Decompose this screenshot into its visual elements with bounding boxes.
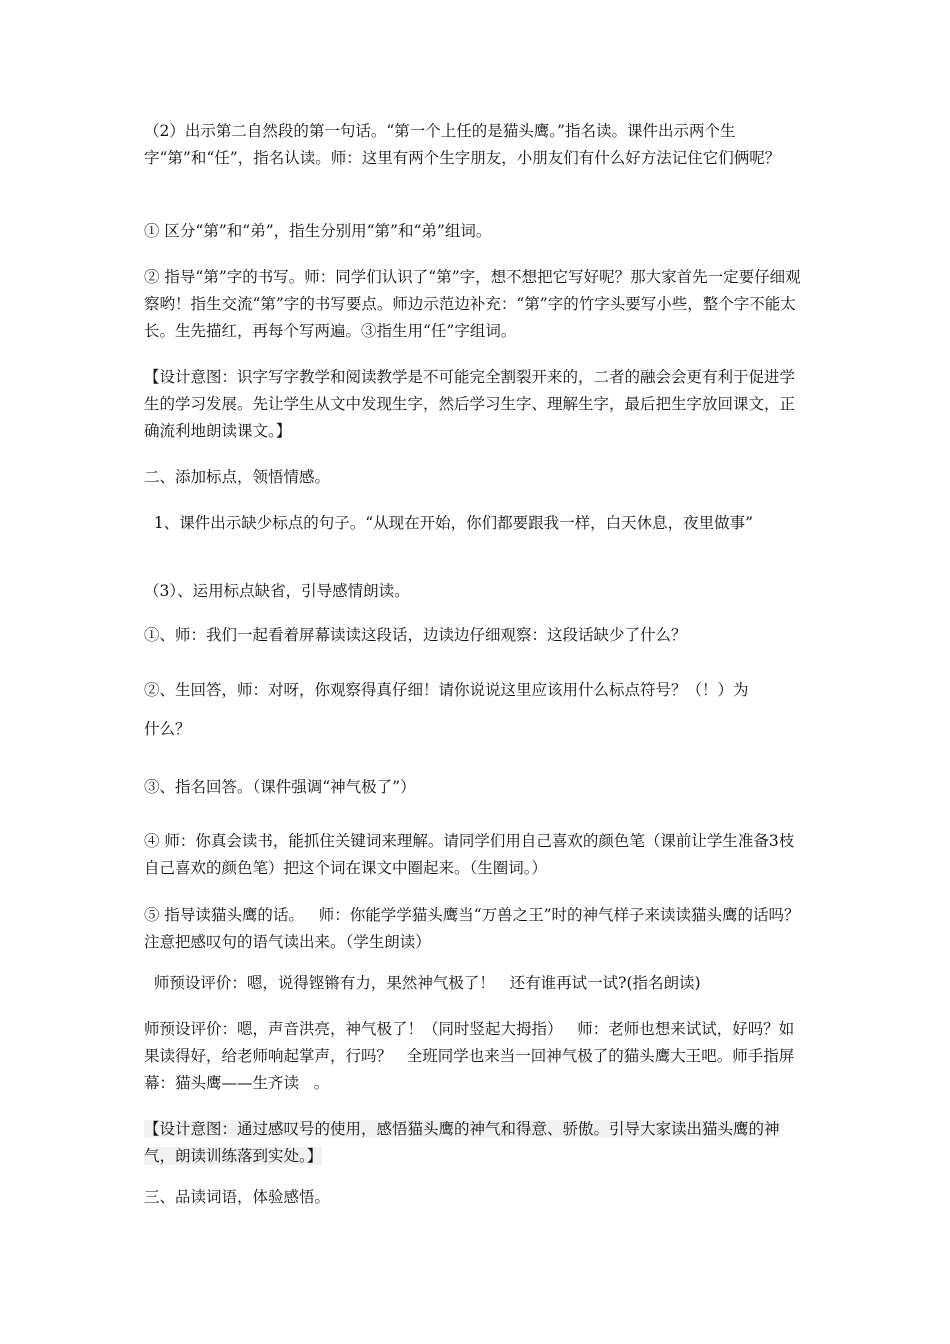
paragraph-step-3: ③、指名回答。（课件强调“神气极了”） (144, 778, 416, 796)
paragraph-distinguish-characters: ① 区分“第”和“弟”，指生分别用“第”和“弟”组词。 (144, 222, 492, 240)
paragraph-punctuation-omission: （3）、运用标点缺省，引导感情朗读。 (144, 582, 410, 600)
paragraph-courseware-sentence: 1、课件出示缺少标点的句子。“从现在开始，你们都要跟我一样，白天休息，夜里做事” (144, 514, 754, 532)
paragraph-design-intent-2 (144, 1116, 804, 1170)
paragraph-writing-guidance: ② 指导“第”字的书写。师：同学们认识了“第”字，想不想把它写好呢？那大家首先一定要仔细观察哟！指生交流“第”字的书写要点。师边示范边补充：“第”字的竹字头要写小些，整个字不能太长。生先描红，再每个写两遍。③指生用“任”字组词。 (144, 268, 801, 340)
section-heading-punctuation: 二、添加标点，领悟情感。 (144, 468, 331, 486)
paragraph-step-2: ②、生回答，师：对呀，你观察得真仔细！请你说说这里应该用什么标点符号？（！）为 (144, 681, 749, 699)
highlighted-text: 【设计意图：通过感叹号的使用，感悟猫头鹰的神气和得意、骄傲。引导大家读出猫头鹰的神气，朗读训练落到实处。】 (144, 1120, 780, 1165)
paragraph-new-characters: （2）出示第二自然段的第一句话。“第一个上任的是猫头鹰。”指名读。课件出示两个生字“第”和“任”，指名认读。师：这里有两个生字朋友，小朋友们有什么好方法记住它们俩呢？ (144, 122, 781, 167)
section-heading-vocabulary: 三、品读词语，体验感悟。 (144, 1188, 331, 1206)
paragraph-teacher-evaluation-1: 师预设评价：嗯，说得铿锵有力，果然神气极了！ 还有谁再试一试?(指名朗读) (144, 974, 701, 992)
paragraph-step-4: ④ 师：你真会读书，能抓住关键词来理解。请同学们用自己喜欢的颜色笔（课前让学生准备3枝自己喜欢的颜色笔）把这个词在课文中圈起来。（生圈词。） (144, 832, 795, 877)
paragraph-step-1: ①、师：我们一起看着屏幕读读这段话，边读边仔细观察：这段话缺少了什么？ (144, 626, 687, 644)
paragraph-step-5: ⑤ 指导读猫头鹰的话。 师：你能学学猫头鹰当“万兽之王”时的神气样子来读读猫头鹰的话吗？注意把感叹句的语气读出来。（学生朗读） (144, 906, 800, 951)
paragraph-teacher-evaluation-2: 师预设评价：嗯，声音洪亮，神气极了！（同时竖起大拇指） 师：老师也想来试试，好吗？如果读得好，给老师响起掌声，行吗？ 全班同学也来当一回神气极了的猫头鹰大王吧。师手指屏幕：猫头鹰——生齐读 。 (144, 1020, 795, 1092)
paragraph-step-2-continued: 什么？ (144, 720, 191, 738)
paragraph-design-intent-1: 【设计意图：识字写字教学和阅读教学是不可能完全割裂开来的，二者的融会会更有利于促进学生的学习发展。先让学生从文中发现生字，然后学习生字、理解生字，最后把生字放回课文，正确流利地朗读课文。】 (144, 368, 796, 440)
